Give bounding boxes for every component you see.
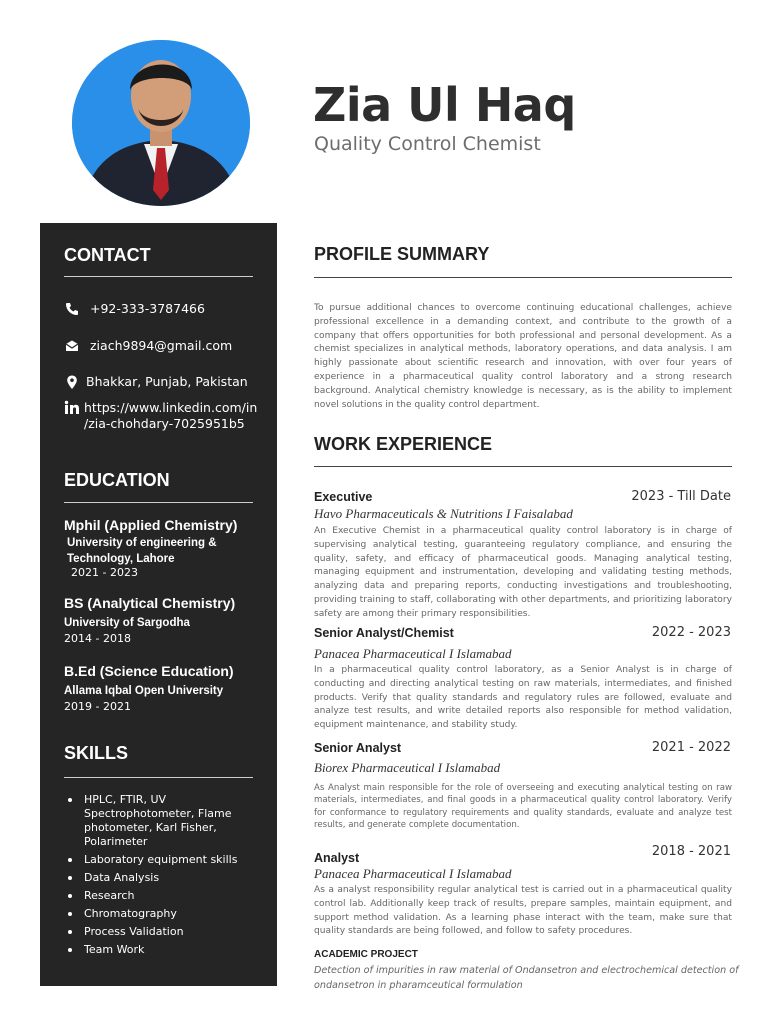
profile-summary-heading: PROFILE SUMMARY (314, 244, 490, 264)
linkedin-url-line1[interactable]: https://www.linkedin.com/in (84, 400, 258, 415)
location-text: Bhakkar, Punjab, Pakistan (86, 374, 248, 389)
education-years: 2021 - 2023 (71, 566, 138, 579)
contact-heading: CONTACT (64, 245, 151, 265)
person-portrait-icon (72, 40, 250, 206)
profile-summary-text: To pursue additional chances to overcome continuing educational challenges, achieve professional excellence in a demanding context, and contribute to the growth of a company that offers opportunities for both professional and personal development. As a chemist specializes in analytical methods, laboratory operations, and data analysis. I am highly passionate about scientific research and innovation, with over four years of experience in a pharmaceutical quality control laboratory and a strong research background. Analytical chemistry knowledge is necessary, as is the ability to implement novel solutions in the quality control department. (314, 303, 732, 410)
job-company: Panacea Pharmaceutical I Islamabad (314, 646, 512, 661)
profile-photo (72, 40, 250, 206)
skill-item: Process Validation (64, 925, 274, 939)
linkedin-icon (64, 400, 80, 416)
education-institution: University of engineering & Technology, Lahore (67, 537, 217, 565)
skills-divider (64, 777, 253, 778)
education-degree: B.Ed (Science Education) (64, 663, 234, 679)
education-divider (64, 502, 253, 503)
linkedin-url[interactable] (84, 400, 257, 432)
candidate-name: Zia Ul Haq (313, 78, 576, 132)
email-address[interactable]: ziach9894@gmail.com (90, 338, 233, 353)
skill-item: HPLC, FTIR, UV Spectrophotometer, Flame photometer, Karl Fisher, Polarimeter (64, 793, 274, 849)
education-heading: EDUCATION (64, 470, 170, 490)
job-description: As a analyst responsibility regular analytical test is carried out in a pharmaceutical quality control lab. Additionally keep track of results, prepare samples, maintain equipment, and support method validation. As a learning phase interact with the team, make sure that quality standards are being followed, and follow to safety procedures. (314, 885, 732, 937)
job-description: An Executive Chemist in a pharmaceutical quality control laboratory is in charge of supervising analytical testing, guaranteeing regulatory compliance, and ensuring the quality, safety, and efficacy of pharmaceutical goods. Managing analytical testing, managing equipment and instrumentation, developing and validating testing methods, analyzing data and preparing reports, conducting investigations and troubleshooting, providing training to staff, collaborating with other departments, and prioritizing laboratory safety are among their primary responsibilities. (314, 526, 732, 619)
sidebar (40, 223, 277, 986)
education-years: 2019 - 2021 (64, 700, 131, 713)
work-experience-heading: WORK EXPERIENCE (314, 434, 493, 454)
job-dates: 2022 - 2023 (651, 625, 731, 640)
skills-list (64, 793, 274, 961)
job-company: Havo Pharmaceuticals & Nutritions I Faisalabad (314, 506, 573, 521)
profile-summary-divider (314, 277, 732, 278)
skill-item: Laboratory equipment skills (64, 853, 274, 867)
academic-project-text: Detection of impurities in raw material of Ondansetron and electrochemical detection of ondansetron in pharamceutical formulation (314, 965, 739, 991)
education-institution: University of Sargodha (64, 617, 190, 629)
education-degree: BS (Analytical Chemistry) (64, 595, 236, 611)
location-pin-icon (64, 374, 80, 390)
job-role: Analyst (314, 851, 360, 865)
job-description: In a pharmaceutical quality control laboratory, as a Senior Analyst is in charge of conducting and directing analytical testing on raw materials, intermediates, and finished products. Verify that quality standards and regulatory rules are followed, evaluate and analyze test results, and write detailed reports also responsible for method validation, equipment maintenance, and stability study. (314, 665, 732, 731)
phone-number[interactable]: +92-333-3787466 (90, 301, 205, 316)
phone-icon (64, 301, 80, 317)
education-years: 2014 - 2018 (64, 632, 131, 645)
envelope-icon (64, 338, 80, 354)
job-dates: 2018 - 2021 (651, 844, 731, 859)
job-role: Senior Analyst (314, 741, 402, 755)
skills-heading: SKILLS (64, 743, 129, 763)
skill-item: Chromatography (64, 907, 274, 921)
job-role: Executive (314, 490, 373, 504)
work-experience-divider (314, 466, 732, 467)
skill-item: Team Work (64, 943, 274, 957)
job-company: Panacea Pharmaceutical I Islamabad (314, 866, 512, 881)
education-institution: Allama Iqbal Open University (64, 685, 224, 697)
contact-divider (64, 276, 253, 277)
academic-project-heading: ACADEMIC PROJECT (314, 949, 418, 960)
job-role: Senior Analyst/Chemist (314, 626, 454, 640)
job-description: As Analyst main responsible for the role of overseeing and executing analytical testing on raw materials, intermediates, and final goods in a pharmaceutical quality control laboratory. Verify for conformance to regulatory requirements and quality standards, evaluate and analyze test results, and generate complete documentation. (314, 783, 732, 830)
skill-item: Research (64, 889, 274, 903)
candidate-title: Quality Control Chemist (314, 133, 541, 155)
skill-item: Data Analysis (64, 871, 274, 885)
job-dates: 2023 - Till Date (631, 489, 731, 504)
linkedin-url-line2[interactable]: /zia-chohdary-7025951b5 (84, 416, 245, 431)
job-company: Biorex Pharmaceutical I Islamabad (314, 760, 501, 775)
education-degree: Mphil (Applied Chemistry) (64, 517, 238, 533)
job-dates: 2021 - 2022 (651, 740, 731, 755)
